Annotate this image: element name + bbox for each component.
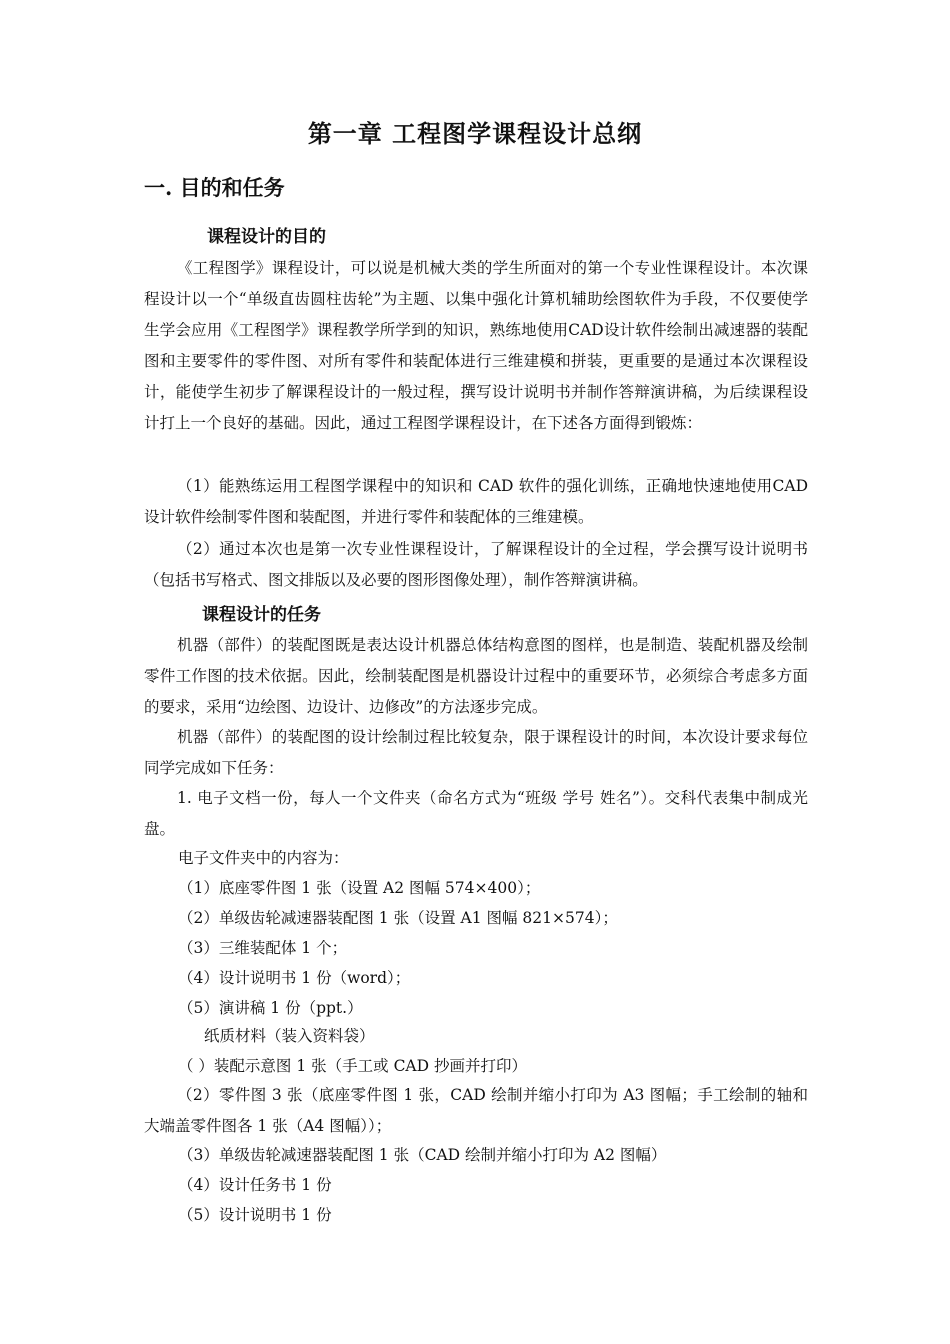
task-item-1: 1. 电子文档一份，每人一个文件夹（命名方式为“班级 学号 姓名”）。交科代表集中制成光盘。	[144, 789, 808, 838]
paper-item: （ ）装配示意图 1 张（手工或 CAD 抄画并打印）	[178, 1057, 527, 1075]
paper-item: （5）设计说明书 1 份	[178, 1206, 332, 1224]
section-title: 一. 目的和任务	[144, 175, 285, 200]
subsection-title-task: 课程设计的任务	[202, 605, 321, 625]
electronic-item: （2）单级齿轮减速器装配图 1 张（设置 A1 图幅 821×574）；	[178, 909, 618, 927]
paper-heading: 纸质材料（装入资料袋）	[204, 1027, 375, 1045]
purpose-item-1: （1）能熟练运用工程图学课程中的知识和 CAD 软件的强化训练，正确地快速地使用CAD设计软件绘制零件图和装配图，并进行零件和装配体的三维建模。	[144, 477, 808, 526]
subsection-title-purpose: 课程设计的目的	[207, 227, 326, 247]
task-paragraph-2: 机器（部件）的装配图的设计绘制过程比较复杂，限于课程设计的时间，本次设计要求每位同学完成如下任务：	[144, 728, 808, 777]
purpose-paragraph: 《工程图学》课程设计，可以说是机械大类的学生所面对的第一个专业性课程设计。本次课程设计以一个“单级直齿圆柱齿轮”为主题、以集中强化计算机辅助绘图软件为手段，不仅要使学生学会应用《工程图学》课程教学所学到的知识，熟练地使用CAD设计软件绘制出减速器的装配图和主要零件的零件图、对所有零件和装配体进行三维建模和拼装，更重要的是通过本次课程设计，能使学生初步了解课程设计的一般过程，撰写设计说明书并制作答辩演讲稿，为后续课程设计打上一个良好的基础。因此，通过工程图学课程设计，在下述各方面得到锻炼：	[144, 259, 808, 432]
electronic-item: （4）设计说明书 1 份（word）；	[178, 969, 411, 987]
electronic-item: （5）演讲稿 1 份（ppt.）	[178, 999, 363, 1017]
task-paragraph-1: 机器（部件）的装配图既是表达设计机器总体结构意图的图样，也是制造、装配机器及绘制零件工作图的技术依据。因此，绘制装配图是机器设计过程中的重要环节，必须综合考虑多方面的要求，采用“边绘图、边设计、边修改”的方法逐步完成。	[144, 636, 808, 716]
purpose-item-2: （2）通过本次也是第一次专业性课程设计，了解课程设计的全过程，学会撰写设计说明书（包括书写格式、图文排版以及必要的图形图像处理），制作答辩演讲稿。	[144, 540, 808, 589]
chapter-title: 第一章 工程图学课程设计总纲	[307, 120, 643, 148]
paper-item: （3）单级齿轮减速器装配图 1 张（CAD 绘制并缩小打印为 A2 图幅）	[178, 1146, 667, 1164]
paper-item: （2）零件图 3 张（底座零件图 1 张，CAD 绘制并缩小打印为 A3 图幅；手工绘制的轴和大端盖零件图各 1 张（A4 图幅））；	[144, 1086, 808, 1135]
electronic-heading: 电子文件夹中的内容为：	[178, 849, 349, 867]
electronic-item: （3）三维装配体 1 个；	[178, 939, 348, 957]
electronic-item: （1）底座零件图 1 张（设置 A2 图幅 574×400）；	[178, 879, 541, 897]
paper-item: （4）设计任务书 1 份	[178, 1176, 332, 1194]
